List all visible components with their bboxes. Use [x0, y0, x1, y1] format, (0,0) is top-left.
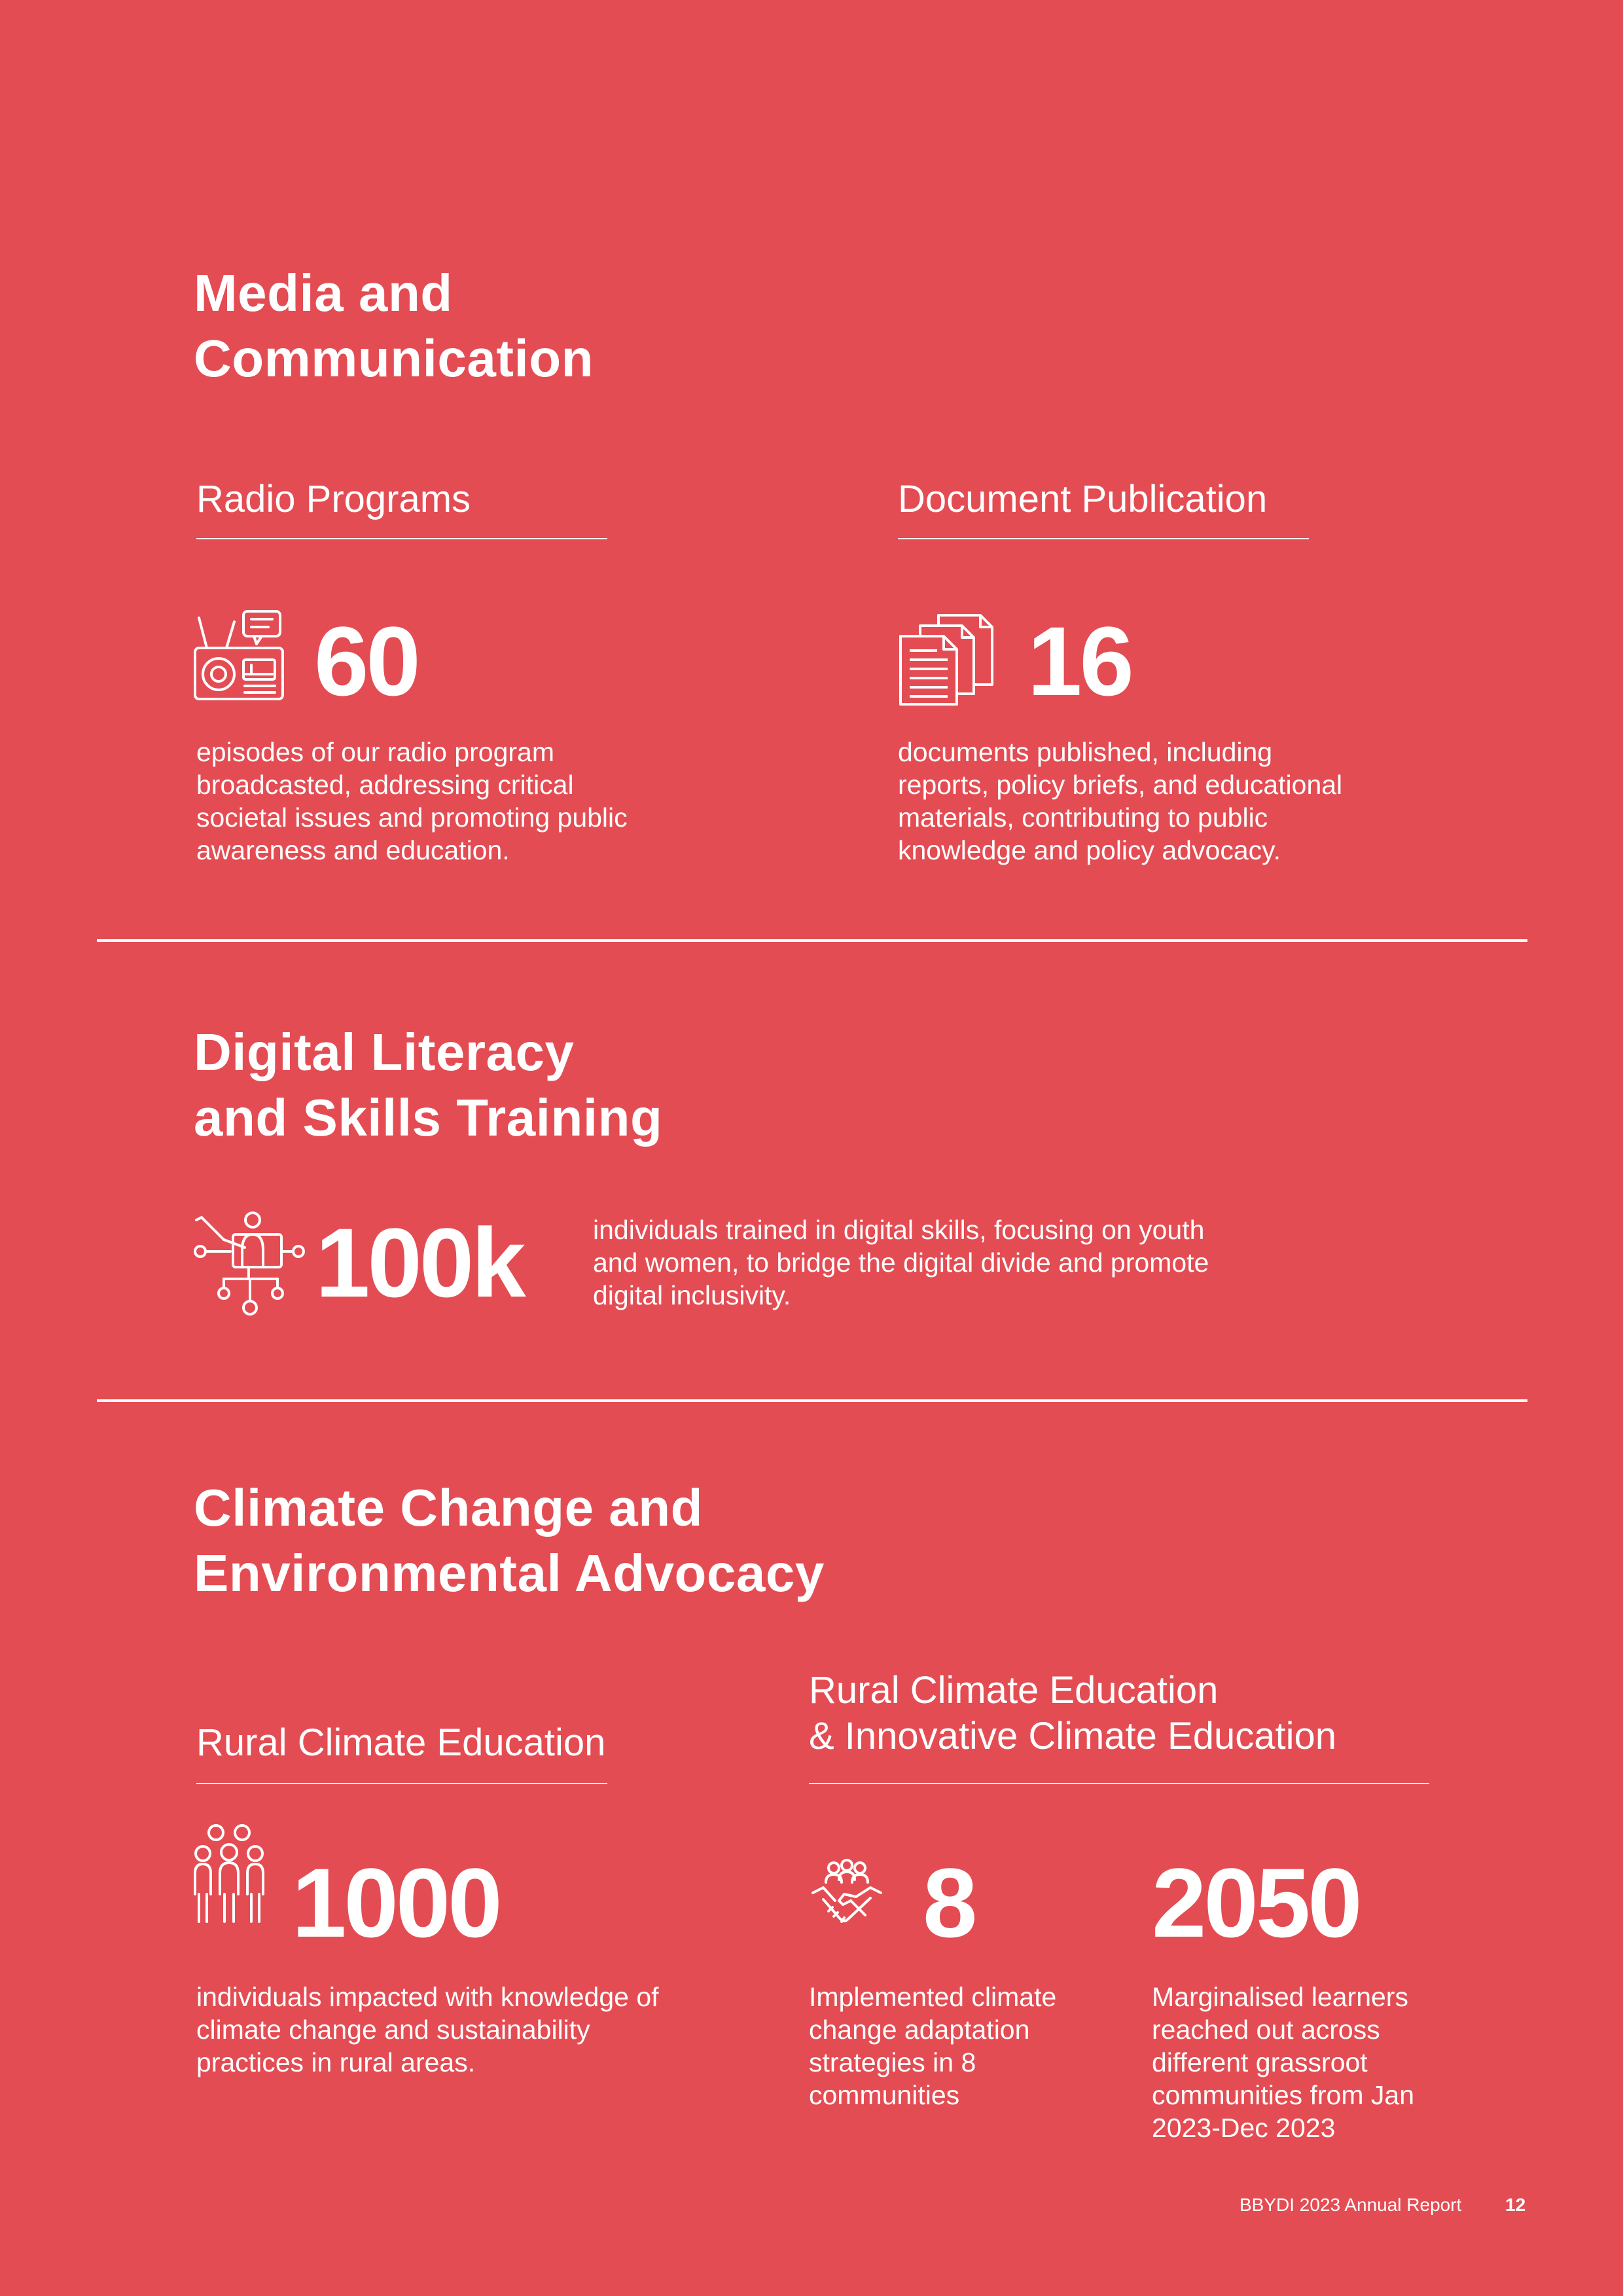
- documents-description: documents published, including reports, policy briefs, and educational materials, contributing to public knowledge and policy advocacy.: [898, 737, 1343, 865]
- divider: [196, 538, 607, 539]
- section-title-climate: Climate Change and Environmental Advocacy: [194, 1479, 825, 1602]
- strategies-description: Implemented climate change adaptation strategies in 8 communities: [809, 1982, 1057, 2110]
- section-title-media: Media and Communication: [194, 264, 594, 387]
- strategies-communities-count: 8: [923, 1848, 975, 1958]
- divider: [196, 1783, 607, 1784]
- documents-icon: [897, 613, 995, 707]
- people-group-icon: [192, 1823, 268, 1926]
- section-divider: [97, 939, 1527, 942]
- individuals-impacted-count: 1000: [292, 1848, 500, 1958]
- page-number: 12: [1505, 2195, 1526, 2215]
- digital-description: individuals trained in digital skills, focusing on youth and women, to bridge the digital divide and promote digital inclusivity.: [593, 1215, 1209, 1310]
- individuals-trained-count: 100k: [315, 1208, 524, 1318]
- footer-report-title: BBYDI 2023 Annual Report: [1240, 2195, 1462, 2215]
- rural-climate-education-label: Rural Climate Education: [196, 1721, 606, 1764]
- radio-description: episodes of our radio program broadcasted, addressing critical societal issues and promoting public awareness and education.: [196, 737, 628, 865]
- innovative-climate-education-label: Rural Climate Education & Innovative Climate Education: [809, 1669, 1336, 1757]
- learners-reached-count: 2050: [1152, 1848, 1360, 1958]
- documents-published-count: 16: [1027, 606, 1132, 716]
- divider: [898, 538, 1309, 539]
- learners-description: Marginalised learners reached out across different grassroot communities from Jan 2023-Dec 2023: [1152, 1982, 1415, 2143]
- section-divider: [97, 1399, 1527, 1402]
- document-publication-label: Document Publication: [898, 478, 1268, 520]
- rural-description: individuals impacted with knowledge of climate change and sustainability practices in rural areas.: [196, 1982, 659, 2077]
- handshake-community-icon: [810, 1859, 883, 1928]
- radio-programs-label: Radio Programs: [196, 478, 471, 520]
- divider: [809, 1783, 1429, 1784]
- radio-episodes-count: 60: [314, 606, 418, 716]
- section-title-digital-literacy: Digital Literacy and Skills Training: [194, 1023, 663, 1147]
- digital-training-icon: [192, 1211, 306, 1317]
- radio-icon: [194, 609, 285, 702]
